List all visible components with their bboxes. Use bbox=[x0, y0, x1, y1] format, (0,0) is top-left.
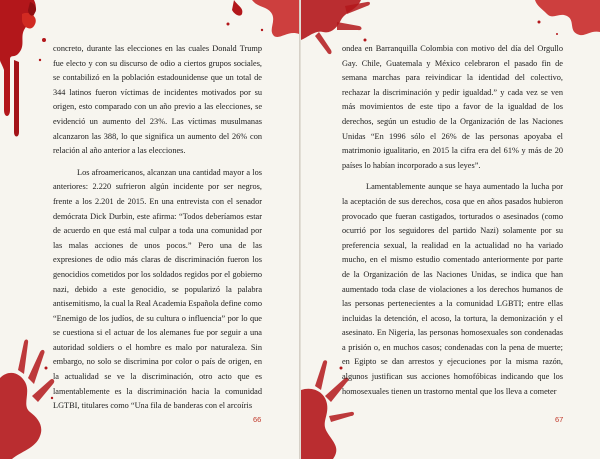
page-number: 67 bbox=[555, 415, 564, 424]
paragraph: concreto, durante las elecciones en las cuales Donald Trump fue electo y con su discurso de odio a ciertos grupos sociales, se contabilizó en la población estadounidense que un total de 344 latinos fueron víctimas de incidentes motivados por su origen, esto comparado con un año previo a las elecciones, se evidenció un aumento del 23%. Las víctimas musulmanas alcanzaron las 388, lo que significa un aumento del 26% con relación al año anterior a las elecciones. bbox=[53, 44, 262, 156]
blood-splatter-top-right-icon bbox=[527, 0, 600, 46]
page-number: 66 bbox=[253, 415, 262, 424]
left-page bbox=[0, 0, 299, 459]
right-page bbox=[301, 0, 600, 459]
paragraph: ondea en Barranquilla Colombia con motivo del día del Orgullo Gay. Chile, Guatemala y México celebraron el pasado fin de semana marchas para reivindicar la identidad del colectivo, rechazar la discriminación y pedir igualdad.” y cada vez se ven más movimientos de este tipo a favor de la igualdad de los derechos, según un estudio de la Organización de las Naciones Unidas “En 1996 sólo el 26% de las personas apoyaba el matrimonio igualitario, en 2015 la cifra era del 61% y más de 20 países lo habían incorporado a sus leyes”. bbox=[342, 44, 563, 170]
paragraph: Lamentablemente aunque se haya aumentado la lucha por la aceptación de sus derechos, cosa que en años pasados hubieron provocado que fueran castigados, torturados o asesinados (como ocurrió por los seguidores del partido Nazi) solamente por su preferencia sexual, la realidad en la actualidad no ha variado mucho, en el mismo estudio comentado anteriormente por parte de la Organización de las Naciones Unidas, se indica que han aumentado toda clase de violaciones a los derechos humanos de las personas pertenecientes a la comunidad LGBTI; entre ellas incluidas la detención, el acoso, la tortura, la demonización y el asesinato. En Nigeria, las personas homosexuales son condenadas a prisión o, en muchos casos; condenadas con la pena de muerte; en Egipto se dan arrestos y ejecuciones por la misma razón, algunos justifican sus acciones homofóbicas indicando que los homosexuales tienen un trastorno mental que los lleva a cometer bbox=[342, 182, 563, 396]
right-page-body bbox=[342, 42, 563, 399]
left-page-body bbox=[53, 42, 262, 414]
bloody-handprint-icon bbox=[0, 338, 60, 459]
paragraph: Los afroamericanos, alcanzan una cantidad mayor a los anteriores: 2.220 sufrieron algún incidente por ser negros, frente a los 2.201 de 2015. En una entrevista con el senador demócrata Dick Durbin, este afirma: “Todos deberíamos estar de acuerdo en que está mal culpar a toda una comunidad por las malas acciones de unos pocos.” Pero una de las expresiones de odio más claras de discriminación fueron los genocidios cometidos por los soldados regidos por el gobierno nazi, debido a este genocidio, se popularizó la palabra antisemitismo, la cual la Real Academia Española define como “Enemigo de los judíos, de su cultura o influencia” por lo que se cuestiona si el actuar de los alemanes fue por seguir a una autoridad soldiers o el hombre es malo por naturaleza. Sin embargo, no solo se discrimina por color o país de origen, en la actualidad se ve la discriminación, otro acto que es lamentablemente es la discriminación hacia la comunidad LGTBI, titulares como “Una fila de banderas con el arcoíris bbox=[53, 167, 262, 411]
